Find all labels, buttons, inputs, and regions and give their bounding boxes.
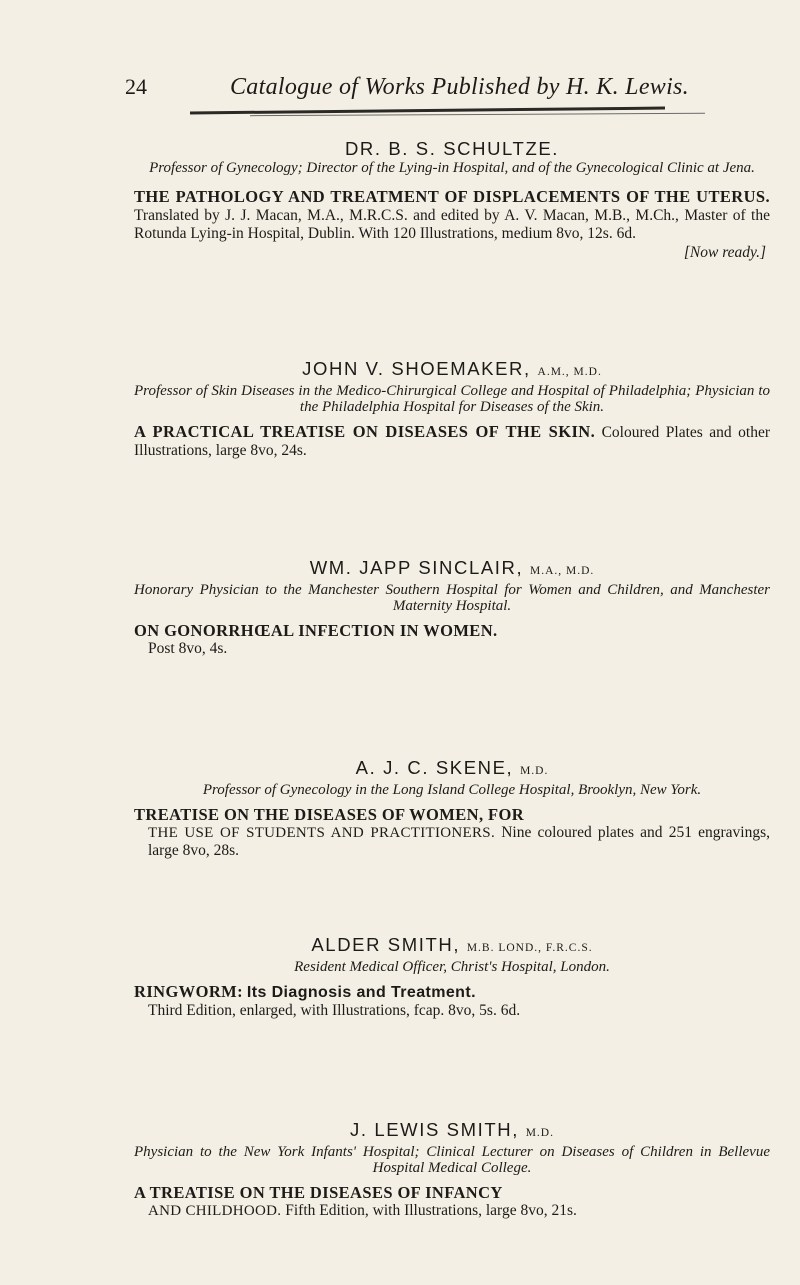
author-role: Physician to the New York Infants' Hospital; Clinical Lecturer on Diseases of Children in Bellevue Hospital Medical College.	[134, 1144, 770, 1176]
entry-body	[134, 188, 770, 243]
work-title: THE PATHOLOGY AND TREATMENT OF DISPLACEMENTS OF THE UTERUS.	[134, 187, 770, 206]
author-name: A. J. C. SKENE,	[355, 757, 514, 778]
author-name: JOHN V. SHOEMAKER,	[302, 358, 531, 379]
author-degrees: M.D.	[520, 765, 549, 777]
entry-body	[134, 622, 770, 658]
catalogue-entry	[134, 557, 770, 658]
author-role: Professor of Skin Diseases in the Medico-Chirurgical College and Hospital of Philadelphia; Physician to the Philadelphia Hospital for Diseases of the Skin.	[134, 383, 770, 415]
author-role: Professor of Gynecology; Director of the Lying-in Hospital, and of the Gynecological Clinic at Jena.	[149, 160, 755, 176]
work-title-rest: Its Diagnosis and Treatment.	[246, 984, 476, 1001]
work-title: A PRACTICAL TREATISE ON DISEASES OF THE SKIN.	[134, 422, 596, 441]
author-name: J. LEWIS SMITH,	[350, 1119, 519, 1140]
catalogue-entry	[134, 1119, 770, 1220]
page-number: 24	[125, 74, 147, 99]
work-subtitle	[134, 1202, 770, 1220]
status-note: [Now ready.]	[683, 244, 766, 261]
running-title: Catalogue of Works Published by H. K. Lewis.	[230, 74, 689, 100]
catalogue-entry	[134, 757, 770, 860]
author-role: Resident Medical Officer, Christ's Hospital, London.	[294, 959, 610, 975]
work-description: Translated by J. J. Macan, M.A., M.R.C.S. and edited by A. V. Macan, M.B., M.Ch., Master of the Rotunda Lying-in Hospital, Dublin. With 120 Illustrations, medium 8vo, 12s. 6d.	[134, 207, 770, 242]
catalogue-entry	[134, 138, 770, 262]
author-heading	[134, 757, 770, 782]
work-title-caps: AND CHILDHOOD.	[148, 1203, 282, 1219]
author-role: Professor of Gynecology in the Long Island College Hospital, Brooklyn, New York.	[202, 782, 702, 798]
header-rule-thin	[250, 113, 705, 116]
work-description: Third Edition, enlarged, with Illustrations, fcap. 8vo, 5s. 6d.	[148, 1002, 521, 1019]
entry-body	[134, 983, 770, 1020]
author-degrees: M.B. LOND., F.R.C.S.	[466, 942, 593, 954]
work-description: Fifth Edition, with Illustrations, large 8vo, 21s.	[285, 1202, 577, 1219]
entry-body	[134, 806, 770, 860]
author-degrees: A.M., M.D.	[537, 366, 602, 378]
author-heading	[134, 358, 770, 383]
author-heading	[134, 557, 770, 582]
work-description: Nine coloured plates and 251 engravings, large 8vo, 28s.	[148, 824, 771, 859]
work-title: RINGWORM:	[134, 982, 244, 1001]
author-name: DR. B. S. SCHULTZE.	[344, 138, 560, 159]
work-description: Coloured Plates and other Illustrations, large 8vo, 24s.	[134, 424, 770, 459]
author-role: Honorary Physician to the Manchester Southern Hospital for Women and Children, and Manchester Maternity Hospital.	[134, 582, 770, 614]
catalogue-entry	[134, 358, 770, 460]
work-title: TREATISE ON THE DISEASES OF WOMEN, FOR	[134, 805, 525, 824]
author-degrees: M.A., M.D.	[529, 565, 595, 577]
work-title: ON GONORRHŒAL INFECTION IN WOMEN.	[134, 621, 498, 640]
status-text: Now ready.	[689, 244, 760, 261]
page-header	[125, 66, 765, 106]
work-subtitle	[134, 824, 770, 860]
work-title-caps: THE USE OF STUDENTS AND PRACTITIONERS.	[148, 825, 496, 841]
author-heading	[134, 934, 770, 959]
author-name: WM. JAPP SINCLAIR,	[309, 557, 524, 578]
entry-body	[134, 1184, 770, 1220]
entry-body	[134, 423, 770, 460]
work-title: A TREATISE ON THE DISEASES OF INFANCY	[134, 1183, 503, 1202]
work-description: Post 8vo, 4s.	[148, 640, 228, 657]
catalogue-entry	[134, 934, 770, 1020]
author-name: ALDER SMITH,	[311, 934, 461, 955]
author-heading	[134, 1119, 770, 1144]
author-degrees: M.D.	[525, 1127, 554, 1139]
